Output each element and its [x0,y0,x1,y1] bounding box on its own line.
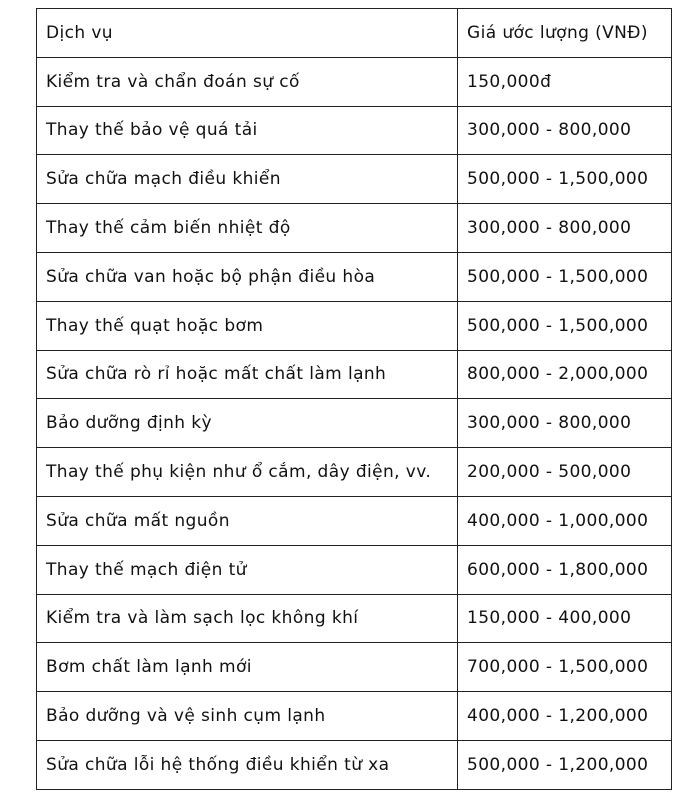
table-row [37,350,672,399]
price-cell: 600,000 - 1,800,000 [458,545,672,594]
price-cell: 500,000 - 1,500,000 [458,301,672,350]
service-cell: Sửa chữa mất nguồn [37,496,458,545]
service-cell: Sửa chữa van hoặc bộ phận điều hòa [37,252,458,301]
price-cell: 200,000 - 500,000 [458,448,672,497]
service-cell: Bảo dưỡng định kỳ [37,399,458,448]
table-row [37,496,672,545]
service-cell: Bơm chất làm lạnh mới [37,643,458,692]
table-row [37,692,672,741]
table-row [37,57,672,106]
price-cell: 400,000 - 1,000,000 [458,496,672,545]
service-cell: Thay thế cảm biến nhiệt độ [37,204,458,253]
service-cell: Sửa chữa mạch điều khiển [37,155,458,204]
price-cell: 500,000 - 1,500,000 [458,252,672,301]
price-cell: 300,000 - 800,000 [458,106,672,155]
table-row [37,545,672,594]
service-cell: Kiểm tra và chẩn đoán sự cố [37,57,458,106]
header-service: Dịch vụ [37,9,458,58]
table-row [37,106,672,155]
table-row [37,252,672,301]
price-cell: 300,000 - 800,000 [458,399,672,448]
service-cell: Thay thế bảo vệ quá tải [37,106,458,155]
service-cell: Sửa chữa lỗi hệ thống điều khiển từ xa [37,740,458,789]
table-row [37,643,672,692]
table-header-row [37,9,672,58]
table-row [37,740,672,789]
table-row [37,301,672,350]
price-cell: 400,000 - 1,200,000 [458,692,672,741]
table-row [37,448,672,497]
price-table [36,8,672,790]
price-cell: 300,000 - 800,000 [458,204,672,253]
service-cell: Thay thế mạch điện tử [37,545,458,594]
service-cell: Sửa chữa rò rỉ hoặc mất chất làm lạnh [37,350,458,399]
service-cell: Kiểm tra và làm sạch lọc không khí [37,594,458,643]
table-row [37,594,672,643]
table-row [37,155,672,204]
price-cell: 500,000 - 1,200,000 [458,740,672,789]
header-price: Giá ước lượng (VNĐ) [458,9,672,58]
price-cell: 150,000đ [458,57,672,106]
price-cell: 700,000 - 1,500,000 [458,643,672,692]
service-cell: Thay thế phụ kiện như ổ cắm, dây điện, vv. [37,448,458,497]
table-row [37,399,672,448]
table-row [37,204,672,253]
price-cell: 800,000 - 2,000,000 [458,350,672,399]
price-cell: 150,000 - 400,000 [458,594,672,643]
price-cell: 500,000 - 1,500,000 [458,155,672,204]
service-cell: Thay thế quạt hoặc bơm [37,301,458,350]
service-cell: Bảo dưỡng và vệ sinh cụm lạnh [37,692,458,741]
